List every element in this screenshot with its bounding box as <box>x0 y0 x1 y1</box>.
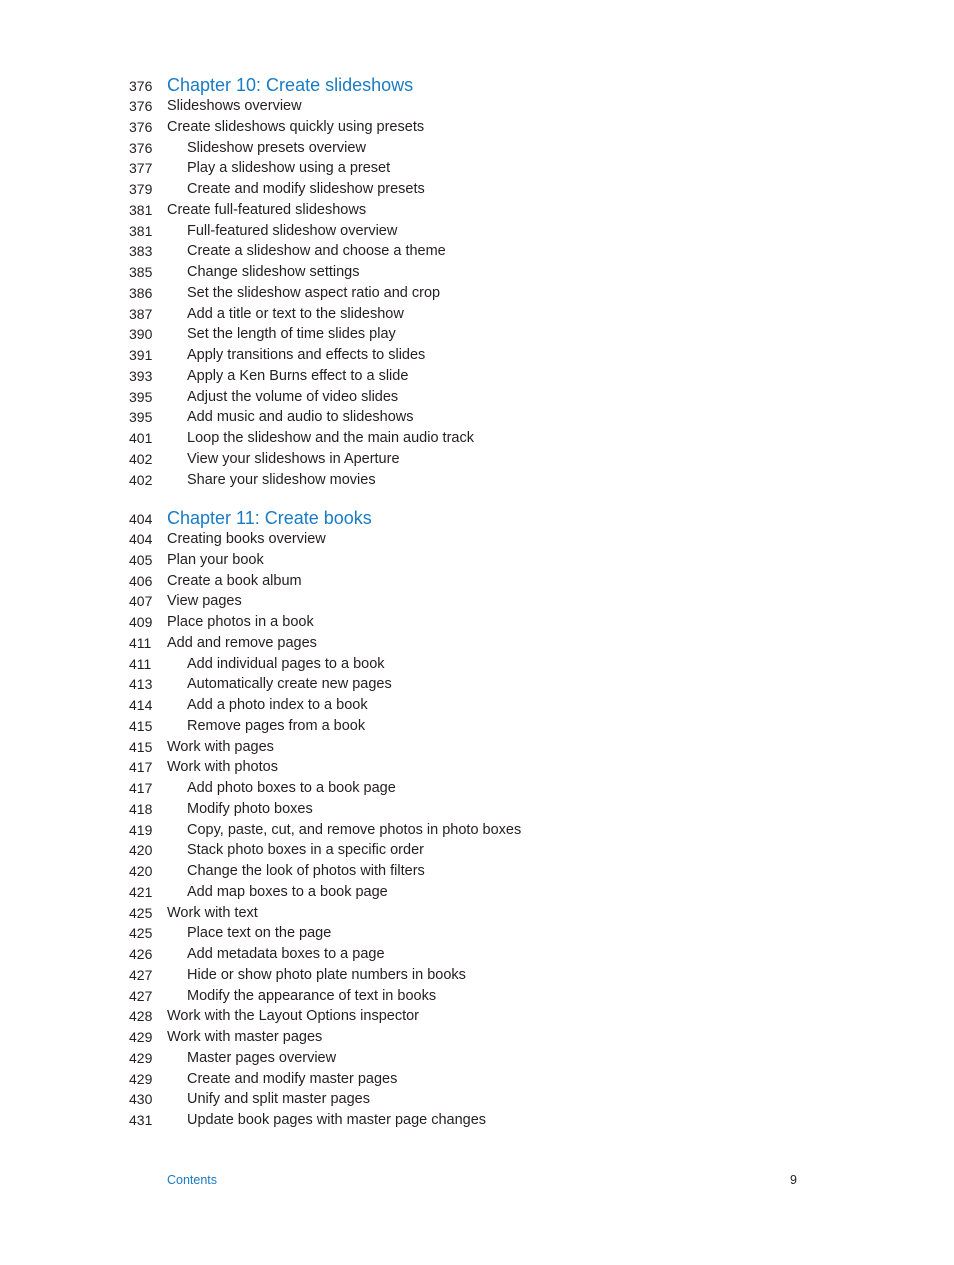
entry-page-number: 417 <box>129 780 153 796</box>
toc-subentry[interactable] <box>0 366 954 387</box>
entry-page-number: 411 <box>129 634 152 651</box>
entry-page-number: 413 <box>129 676 153 693</box>
chapter-heading[interactable] <box>0 74 954 96</box>
toc-entry[interactable] <box>0 737 954 758</box>
entry-title-link[interactable]: Work with master pages <box>167 1029 323 1045</box>
entry-page-number: 407 <box>129 593 153 610</box>
entry-title-link[interactable]: Add individual pages to a book <box>187 655 385 672</box>
entry-title-link[interactable]: Creating books overview <box>167 531 326 547</box>
entry-title-link[interactable]: Full-featured slideshow overview <box>187 222 398 239</box>
entry-title-link[interactable]: Change slideshow settings <box>187 264 360 280</box>
entry-title-link[interactable]: Create full-featured slideshows <box>167 201 367 218</box>
entry-page-number: 427 <box>129 966 153 983</box>
toc-entry[interactable] <box>0 1027 954 1048</box>
entry-title-link[interactable]: Add map boxes to a book page <box>187 883 388 900</box>
entry-title-link[interactable]: Apply transitions and effects to slides <box>187 347 426 363</box>
toc-entry[interactable] <box>0 1006 954 1027</box>
toc-subentry[interactable] <box>0 820 954 841</box>
entry-page-number: 383 <box>129 243 153 260</box>
toc-subentry[interactable] <box>0 882 954 903</box>
toc-subentry[interactable] <box>0 716 954 737</box>
entry-page-number: 429 <box>129 1070 153 1087</box>
entry-title-link[interactable]: Hide or show photo plate numbers in books <box>187 966 466 983</box>
entry-page-number: 428 <box>129 1008 153 1025</box>
toc-subentry[interactable] <box>0 986 954 1007</box>
entry-page-number: 425 <box>129 904 153 921</box>
entry-title-link[interactable]: Modify the appearance of text in books <box>187 987 437 1004</box>
toc-subentry[interactable] <box>0 1048 954 1069</box>
entry-page-number: 406 <box>129 572 153 589</box>
entry-title-link[interactable]: Slideshow presets overview <box>187 139 366 156</box>
entry-title-link[interactable]: Share your slideshow movies <box>187 471 376 488</box>
toc-subentry[interactable] <box>0 283 954 304</box>
entry-title-link[interactable]: Modify photo boxes <box>187 800 313 817</box>
toc-subentry[interactable] <box>0 179 954 200</box>
toc-subentry[interactable] <box>0 241 954 262</box>
entry-page-number: 379 <box>129 181 153 197</box>
entry-page-number: 381 <box>129 222 153 239</box>
entry-title-link[interactable]: Work with text <box>167 904 258 921</box>
entry-title-link[interactable]: Add and remove pages <box>167 634 317 651</box>
entry-title-link[interactable]: Add a title or text to the slideshow <box>187 305 404 322</box>
toc-subentry[interactable] <box>0 778 954 799</box>
toc-subentry[interactable] <box>0 158 954 179</box>
toc-subentry[interactable] <box>0 695 954 716</box>
toc-subentry[interactable] <box>0 1069 954 1090</box>
entry-page-number: 426 <box>129 946 153 962</box>
toc-subentry[interactable] <box>0 428 954 449</box>
entry-page-number: 376 <box>129 139 153 156</box>
toc-subentry[interactable] <box>0 861 954 882</box>
entry-page-number: 376 <box>129 118 153 135</box>
entry-page-number: 390 <box>129 326 153 343</box>
entry-page-number: 420 <box>129 842 153 859</box>
entry-title-link[interactable]: Loop the slideshow and the main audio track <box>187 430 474 446</box>
entry-title-link[interactable]: Work with photos <box>167 759 278 776</box>
entry-title-link[interactable]: Adjust the volume of video slides <box>187 388 399 405</box>
entry-title-link[interactable]: Add music and audio to slideshows <box>187 409 414 426</box>
entry-title-link[interactable]: Master pages overview <box>187 1049 337 1066</box>
entry-page-number: 376 <box>129 98 153 114</box>
entry-title-link[interactable]: Add metadata boxes to a page <box>187 946 385 962</box>
toc-entry[interactable] <box>0 550 954 571</box>
toc-subentry[interactable] <box>0 345 954 366</box>
toc-subentry[interactable] <box>0 1110 954 1131</box>
entry-title-link[interactable]: Create and modify master pages <box>187 1070 398 1087</box>
entry-title-link[interactable]: Create a slideshow and choose a theme <box>187 243 446 260</box>
entry-title-link[interactable]: Place photos in a book <box>167 614 314 630</box>
toc-entry[interactable] <box>0 903 954 924</box>
entry-page-number: 417 <box>129 759 153 776</box>
toc-subentry[interactable] <box>0 262 954 283</box>
footer-section-link[interactable]: Contents <box>167 1173 218 1187</box>
entry-title-link[interactable]: Add a photo index to a book <box>187 697 368 713</box>
entry-title-link[interactable]: View pages <box>167 593 242 610</box>
toc-subentry[interactable] <box>0 449 954 470</box>
entry-page-number: 395 <box>129 409 153 426</box>
entry-page-number: 415 <box>129 738 153 755</box>
chapter-title-link[interactable]: Chapter 10: Create slideshows <box>167 75 414 95</box>
entry-title-link[interactable]: Create slideshows quickly using presets <box>167 118 425 135</box>
toc-entry[interactable] <box>0 96 954 117</box>
entry-title-link[interactable]: Set the slideshow aspect ratio and crop <box>187 284 441 301</box>
entry-title-link[interactable]: View your slideshows in Aperture <box>187 450 400 467</box>
entry-title-link[interactable]: Unify and split master pages <box>187 1091 370 1108</box>
entry-title-link[interactable]: Copy, paste, cut, and remove photos in photo boxes <box>187 821 522 838</box>
toc-entry[interactable] <box>0 200 954 221</box>
entry-page-number: 418 <box>129 800 153 817</box>
toc-subentry[interactable] <box>0 840 954 861</box>
entry-page-number: 405 <box>129 551 153 568</box>
entry-title-link[interactable]: Stack photo boxes in a specific order <box>187 842 424 859</box>
entry-page-number: 419 <box>129 821 153 838</box>
entry-page-number: 377 <box>129 160 153 177</box>
entry-page-number: 427 <box>129 987 153 1004</box>
entry-page-number: 386 <box>129 284 153 301</box>
entry-page-number: 401 <box>129 430 153 446</box>
entry-title-link[interactable]: Remove pages from a book <box>187 717 366 734</box>
toc-entry[interactable] <box>0 571 954 592</box>
entry-page-number: 420 <box>129 863 153 879</box>
entry-page-number: 402 <box>129 450 153 467</box>
toc-subentry[interactable] <box>0 407 954 428</box>
toc-entry[interactable] <box>0 117 954 138</box>
chapter-page-number: 404 <box>129 511 153 527</box>
entry-page-number: 385 <box>129 264 153 280</box>
entry-title-link[interactable]: Work with pages <box>167 738 274 755</box>
toc-subentry[interactable] <box>0 799 954 820</box>
entry-page-number: 391 <box>129 347 153 363</box>
toc-subentry[interactable] <box>0 1089 954 1110</box>
entry-page-number: 415 <box>129 717 153 734</box>
chapter-page-number: 376 <box>129 78 153 94</box>
toc-entry[interactable] <box>0 612 954 633</box>
toc-entry[interactable] <box>0 591 954 612</box>
entry-title-link[interactable]: Add photo boxes to a book page <box>187 780 396 796</box>
toc-entry[interactable] <box>0 633 954 654</box>
toc-subentry[interactable] <box>0 965 954 986</box>
entry-page-number: 402 <box>129 471 153 488</box>
entry-page-number: 421 <box>129 883 153 900</box>
entry-title-link[interactable]: Change the look of photos with filters <box>187 863 425 879</box>
toc-subentry[interactable] <box>0 923 954 944</box>
chapter-11-section <box>0 507 954 1131</box>
entry-page-number: 414 <box>129 697 153 713</box>
chapter-heading[interactable] <box>0 507 954 529</box>
toc-entry[interactable] <box>0 529 954 550</box>
entry-title-link[interactable]: Work with the Layout Options inspector <box>167 1008 419 1025</box>
toc-subentry[interactable] <box>0 387 954 408</box>
toc-entry[interactable] <box>0 757 954 778</box>
toc-subentry[interactable] <box>0 138 954 159</box>
entry-title-link[interactable]: Place text on the page <box>187 925 332 942</box>
chapter-10-section <box>0 74 954 490</box>
entry-title-link[interactable]: Slideshows overview <box>167 98 302 114</box>
entry-title-link[interactable]: Create a book album <box>167 572 302 589</box>
entry-page-number: 429 <box>129 1029 153 1045</box>
entry-page-number: 393 <box>129 367 153 384</box>
entry-page-number: 425 <box>129 925 153 942</box>
entry-title-link[interactable]: Plan your book <box>167 551 264 568</box>
toc-subentry[interactable] <box>0 674 954 695</box>
entry-page-number: 381 <box>129 201 153 218</box>
toc-subentry[interactable] <box>0 944 954 965</box>
entry-title-link[interactable]: Play a slideshow using a preset <box>187 160 391 177</box>
entry-page-number: 411 <box>129 655 152 672</box>
toc-subentry[interactable] <box>0 470 954 491</box>
entry-page-number: 430 <box>129 1091 153 1108</box>
entry-title-link[interactable]: Create and modify slideshow presets <box>187 181 425 197</box>
entry-title-link[interactable]: Set the length of time slides play <box>187 326 396 343</box>
toc-subentry[interactable] <box>0 221 954 242</box>
footer-page-number: 9 <box>790 1173 797 1187</box>
toc-subentry[interactable] <box>0 324 954 345</box>
chapter-title-link[interactable]: Chapter 11: Create books <box>167 508 372 528</box>
entry-title-link[interactable]: Apply a Ken Burns effect to a slide <box>187 367 409 384</box>
entry-page-number: 409 <box>129 614 153 630</box>
entry-page-number: 404 <box>129 531 153 547</box>
toc-subentry[interactable] <box>0 304 954 325</box>
entry-title-link[interactable]: Automatically create new pages <box>187 676 392 693</box>
toc-subentry[interactable] <box>0 654 954 675</box>
entry-page-number: 395 <box>129 388 153 405</box>
entry-page-number: 431 <box>129 1112 153 1128</box>
entry-title-link[interactable]: Update book pages with master page changes <box>187 1112 487 1128</box>
entry-page-number: 387 <box>129 305 153 322</box>
entry-page-number: 429 <box>129 1049 153 1066</box>
